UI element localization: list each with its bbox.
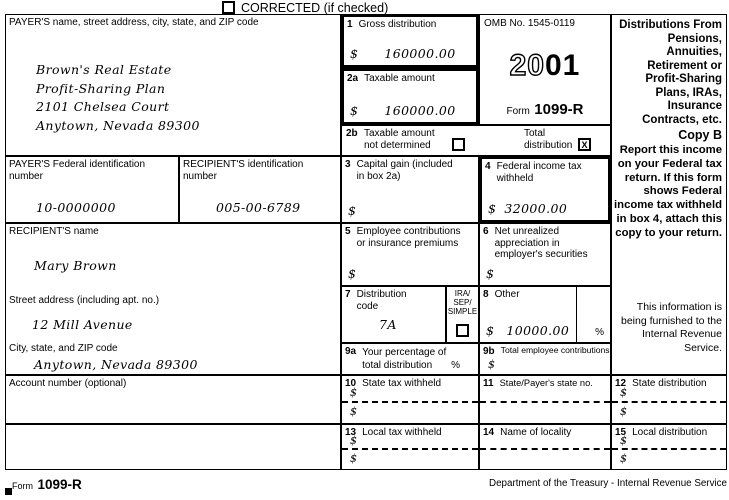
footer-square-icon	[5, 488, 12, 495]
box14-dashed-line	[480, 448, 610, 450]
box13-number: 13	[345, 427, 357, 438]
box8-percent-sign: %	[595, 327, 604, 338]
box7-label: Distribution code	[356, 289, 407, 312]
ira-sep-simple-label: IRA/ SEP/ SIMPLE	[447, 289, 478, 317]
box3-capital-gain	[341, 156, 479, 223]
box1-value[interactable]: 160000.00	[384, 46, 456, 61]
box15-dashed-line	[612, 448, 726, 450]
box8-label: Other	[494, 289, 520, 300]
box10-state-tax-withheld	[341, 375, 479, 424]
recipient-street-label: Street address (including apt. no.)	[9, 295, 160, 306]
corrected-checkbox[interactable]	[222, 1, 235, 14]
box4-number: 4	[485, 161, 491, 172]
box10-dollar-sign-2: $	[350, 405, 357, 418]
box5-employee-contributions	[341, 223, 479, 286]
box1-number: 1	[347, 19, 353, 30]
recipient-name-value[interactable]: Mary Brown	[34, 258, 117, 273]
recipient-street-value[interactable]: 12 Mill Avenue	[32, 317, 133, 332]
payer-fed-id-box	[5, 156, 179, 223]
box10-label: State tax withheld	[362, 378, 442, 389]
box11-state-payer-state-no	[479, 375, 611, 424]
ira-sep-simple-box	[446, 286, 479, 343]
payer-address-label: PAYER'S name, street address, city, state, and ZIP code	[9, 17, 259, 28]
box13-dollar-sign-1: $	[350, 434, 357, 447]
box9b-total-employee-contributions	[479, 343, 611, 375]
box12-dollar-sign-2: $	[620, 405, 627, 418]
box15-label: Local distribution	[632, 427, 708, 438]
ira-sep-simple-checkbox[interactable]	[456, 324, 469, 337]
box8-dollar-sign: $	[486, 323, 495, 338]
box9a-label: Your percentage of total distribution	[362, 347, 447, 371]
copy-b-instructions: Report this income on your Federal tax return. If this form shows Federal income tax withheld in box 4, attach this copy to your return.	[614, 144, 722, 239]
box2b-label: Taxable amount not determined	[364, 128, 435, 151]
box2b-number: 2b	[346, 128, 358, 139]
empty-bottom-left-box	[5, 424, 341, 470]
payer-fed-id-label: PAYER'S Federal identification number	[9, 159, 146, 182]
total-distribution-checkbox[interactable]: X	[578, 138, 591, 151]
box2a-value[interactable]: 160000.00	[384, 103, 456, 118]
box10-dashed-line	[342, 401, 478, 403]
box6-dollar-sign: $	[486, 266, 495, 281]
box9a-percent-sign: %	[451, 360, 460, 371]
box8-other	[479, 286, 611, 343]
form-number-header: Form 1099-R	[506, 101, 584, 118]
box4-dollar-sign: $	[488, 201, 497, 216]
box8-divider	[576, 287, 577, 342]
box7-number: 7	[345, 289, 351, 300]
right-panel	[611, 14, 727, 375]
box5-dollar-sign: $	[348, 266, 357, 281]
box5-label: Employee contributions or insurance premiums	[356, 226, 461, 249]
omb-year-box	[479, 14, 611, 125]
box13-dashed-line	[342, 448, 478, 450]
box12-dollar-sign-1: $	[620, 386, 627, 399]
form-title: Distributions From Pensions, Annuities, Retirement or Profit-Sharing Plans, IRAs, Insurance Contracts, etc.	[619, 19, 722, 126]
box6-number: 6	[483, 226, 489, 237]
box7-distribution-code	[341, 286, 446, 343]
box14-number: 14	[483, 427, 495, 438]
box12-number: 12	[615, 378, 627, 389]
box5-number: 5	[345, 226, 351, 237]
box1-dollar-sign: $	[350, 46, 359, 61]
recipient-id-value[interactable]: 005-00-6789	[216, 200, 301, 215]
box12-dashed-line	[612, 401, 726, 403]
box4-label: Federal income tax withheld	[496, 161, 582, 184]
box1-gross-distribution	[341, 14, 479, 68]
recipient-city-value[interactable]: Anytown, Nevada 89300	[34, 357, 198, 372]
box9a-number: 9a	[345, 346, 357, 357]
omb-number: OMB No. 1545-0119	[484, 18, 575, 29]
box2a-dollar-sign: $	[350, 103, 359, 118]
box6-label: Net unrealized appreciation in employer's securities	[494, 226, 588, 260]
box8-value[interactable]: 10000.00	[506, 323, 570, 338]
box15-number: 15	[615, 427, 627, 438]
box9b-dollar-sign: $	[488, 358, 495, 371]
account-number-label: Account number (optional)	[9, 378, 127, 389]
box7-value[interactable]: 7A	[379, 317, 397, 332]
box9b-number: 9b	[483, 346, 495, 357]
box13-dollar-sign-2: $	[350, 452, 357, 465]
tax-year: 2001	[509, 49, 581, 82]
payer-address-box	[5, 14, 341, 156]
box1-label: Gross distribution	[358, 19, 437, 30]
total-distribution-label: Total distribution	[524, 128, 573, 151]
box2a-label: Taxable amount	[364, 73, 435, 84]
box12-state-distribution	[611, 375, 727, 424]
recipient-name-label: RECIPIENT'S name	[9, 226, 99, 237]
box15-dollar-sign-2: $	[620, 452, 627, 465]
box9a-percentage-total-distribution	[341, 343, 479, 375]
box10-dollar-sign-1: $	[350, 386, 357, 399]
payer-fed-id-value[interactable]: 10-0000000	[36, 200, 116, 215]
box2a-number: 2a	[347, 73, 359, 84]
payer-address-value[interactable]: Brown's Real Estate Profit-Sharing Plan 2101 Chelsea Court Anytown, Nevada 89300	[36, 62, 200, 133]
box13-local-tax-withheld	[341, 424, 479, 470]
box3-dollar-sign: $	[348, 203, 357, 218]
box14-label: Name of locality	[500, 427, 572, 438]
footer-agency: Department of the Treasury - Internal Revenue Service	[489, 478, 727, 489]
furnished-note: This information is being furnished to the Internal Revenue Service.	[621, 301, 722, 354]
box8-number: 8	[483, 289, 489, 300]
box4-federal-tax-withheld	[479, 156, 611, 223]
account-number-box	[5, 375, 341, 424]
box2b-row	[341, 125, 611, 156]
box11-dashed-line	[480, 401, 610, 403]
footer-form-id: Form 1099-R	[5, 476, 82, 495]
box15-dollar-sign-1: $	[620, 434, 627, 447]
box3-label: Capital gain (included in box 2a)	[356, 159, 453, 182]
box10-number: 10	[345, 378, 357, 389]
box11-label: State/Payer's state no.	[499, 378, 593, 388]
copy-b-label: Copy B	[678, 128, 722, 142]
box9b-label: Total employee contributions	[500, 345, 610, 355]
box3-number: 3	[345, 159, 351, 170]
box4-value[interactable]: 32000.00	[504, 201, 568, 216]
box15-local-distribution	[611, 424, 727, 470]
box11-number: 11	[483, 378, 494, 389]
corrected-label: CORRECTED (if checked)	[241, 1, 389, 15]
recipient-id-box	[179, 156, 341, 223]
box6-net-unrealized-appreciation	[479, 223, 611, 286]
box2a-taxable-amount	[341, 68, 479, 125]
box12-label: State distribution	[632, 378, 707, 389]
box13-label: Local tax withheld	[362, 427, 442, 438]
recipient-block	[5, 223, 341, 375]
box2b-not-determined-checkbox[interactable]	[452, 138, 465, 151]
recipient-id-label: RECIPIENT'S identification number	[183, 159, 304, 182]
box14-name-of-locality	[479, 424, 611, 470]
recipient-city-label: City, state, and ZIP code	[9, 343, 118, 354]
